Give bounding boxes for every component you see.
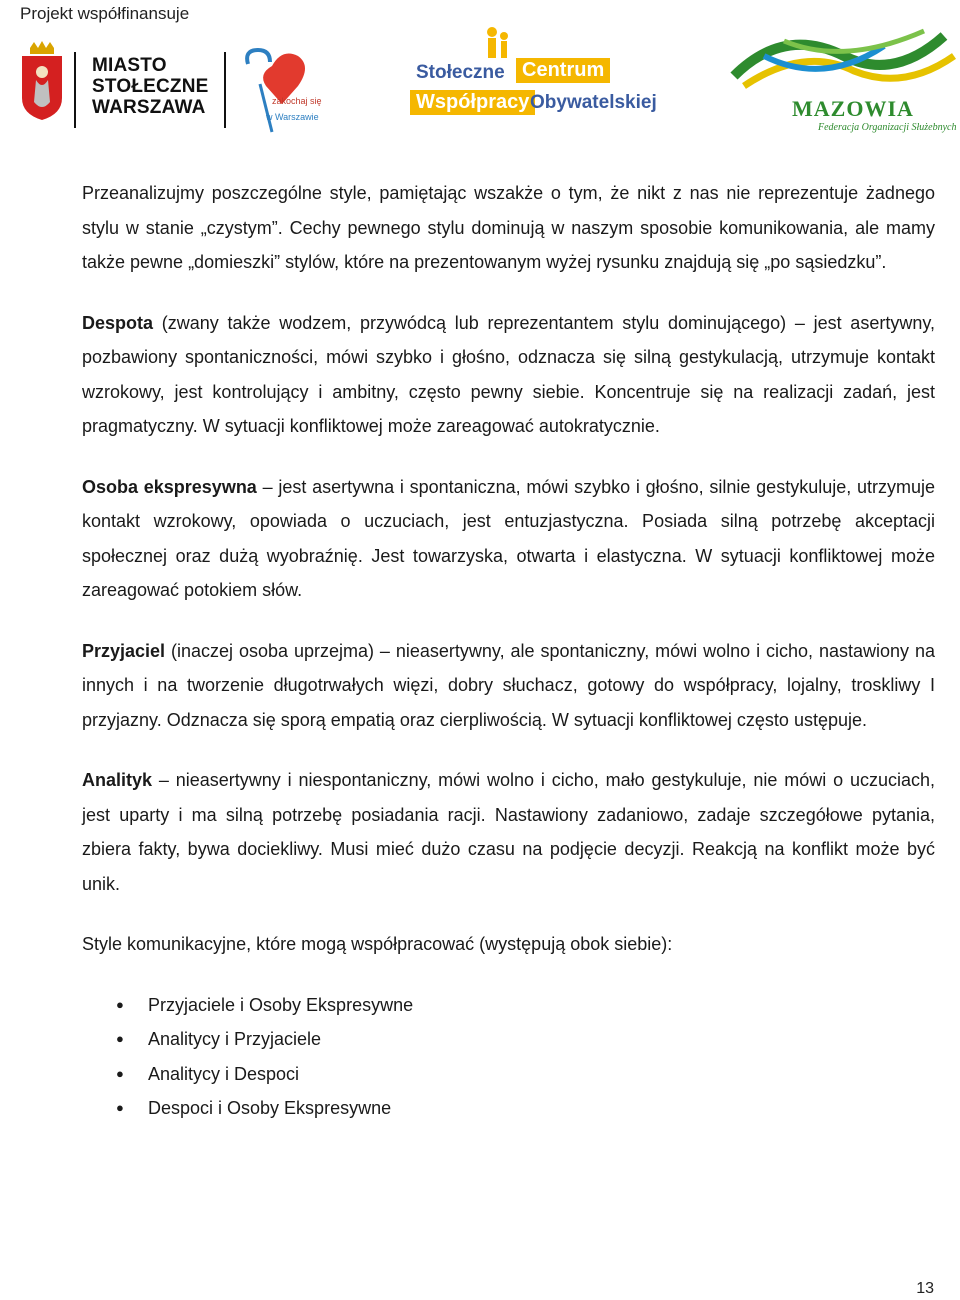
mazowia-logo: MAZOWIA Federacja Organizacji Służebnych (724, 26, 960, 136)
term-osoba-ekspresywna: Osoba ekspresywna (82, 476, 257, 497)
page-header (0, 0, 960, 150)
term-despota: Despota (82, 312, 154, 333)
section-osoba-ekspresywna (82, 470, 935, 608)
list-item: ● Analitycy i Despoci (82, 1057, 935, 1092)
section-text: – nieasertywny i niespontaniczny, mówi wolno i cicho, mało gestykuluje, nie mówi o uczuciach, jest uparty i ma silną potrzebę posiadania racji. Nastawiony zadaniowo, zadaje szczegółowe pytania, zbiera fakty, bywa dociekliwy. Musi mieć dużo czasu na podjęcie decyzji. Reakcją na konflikt może być unik. (82, 770, 935, 894)
section-text: – jest asertywna i spontaniczna, mówi szybko i głośno, silnie gestykuluje, utrzymuje kontakt wzrokowy, opowiada o uczuciach, jest entuzjastyczna. Posiada silną potrzebę akceptacji społecznej oraz dużą wyobraźnię. Jest towarzyska, otwarta i elastyczna. W sytuacji konfliktowej może zareagować potokiem słów. (82, 476, 935, 600)
term-przyjaciel: Przyjaciel (82, 640, 166, 661)
intro-paragraph: Przeanalizujmy poszczególne style, pamiętając wszakże o tym, że nikt z nas nie reprezentuje żadnego stylu w stanie „czystym”. Cechy pewnego stylu dominują w naszym sposobie komunikowania, ale mamy także pewne „domieszki” stylów, które na prezentowanym wyżej rysunku znajdują się „po sąsiedzku”. (82, 183, 935, 272)
main-content (82, 176, 935, 1126)
section-analityk (82, 763, 935, 901)
section-text: (inaczej osoba uprzejma) – nieasertywny, ale spontaniczny, mówi wolno i cicho, nastawiony na innych i na tworzenie długotrwałych więzi, dobry słuchacz, gotowy do współpracy, lojalny, troskliwy I przyjazny. Odznacza się sporą empatią oraz cierpliwością. W sytuacji konfliktowej często ustępuje. (82, 640, 935, 730)
page-number: 13 (916, 1280, 934, 1297)
centrum-wspolpracy-logo: Stołeczne Centrum Współpracy Obywatelskiej (408, 26, 668, 122)
compatible-styles-list (82, 988, 935, 1126)
warsaw-logo-text: MIASTO STOŁECZNE WARSZAWA (92, 55, 209, 118)
svg-text:w Warszawie: w Warszawie (266, 112, 319, 122)
section-przyjaciel (82, 634, 935, 738)
term-analityk: Analityk (82, 770, 153, 790)
list-item: ● Despoci i Osoby Ekspresywne (82, 1091, 935, 1126)
divider (224, 52, 226, 128)
list-intro: Style komunikacyjne, które mogą współpracować (występują obok siebie): (82, 934, 673, 954)
mazowia-ribbon-icon (724, 26, 960, 96)
section-text: (zwany także wodzem, przywódcą lub reprezentantem stylu dominującego) – jest asertywny, pozbawiony spontaniczności, mówi szybko i głośno, odznacza się silną gestykulacją, utrzymuje kontakt wzrokowy, jest kontrolujący i ambitny, często pewny siebie. Koncentruje się na realizacji zadań, jest pragmatyczny. W sytuacji konfliktowej może zareagować autokratycznie. (82, 312, 935, 436)
zakochaj-sie-heart-logo-icon (242, 44, 322, 134)
list-item: ● Analitycy i Przyjaciele (82, 1022, 935, 1057)
list-item: ● Przyjaciele i Osoby Ekspresywne (82, 988, 935, 1023)
divider (74, 52, 76, 128)
warsaw-crest-icon (20, 40, 64, 120)
cofinance-label: Projekt współfinansuje (20, 4, 190, 23)
people-icon (484, 26, 510, 60)
section-despota (82, 306, 935, 444)
svg-text:zakochaj się: zakochaj się (272, 96, 322, 106)
